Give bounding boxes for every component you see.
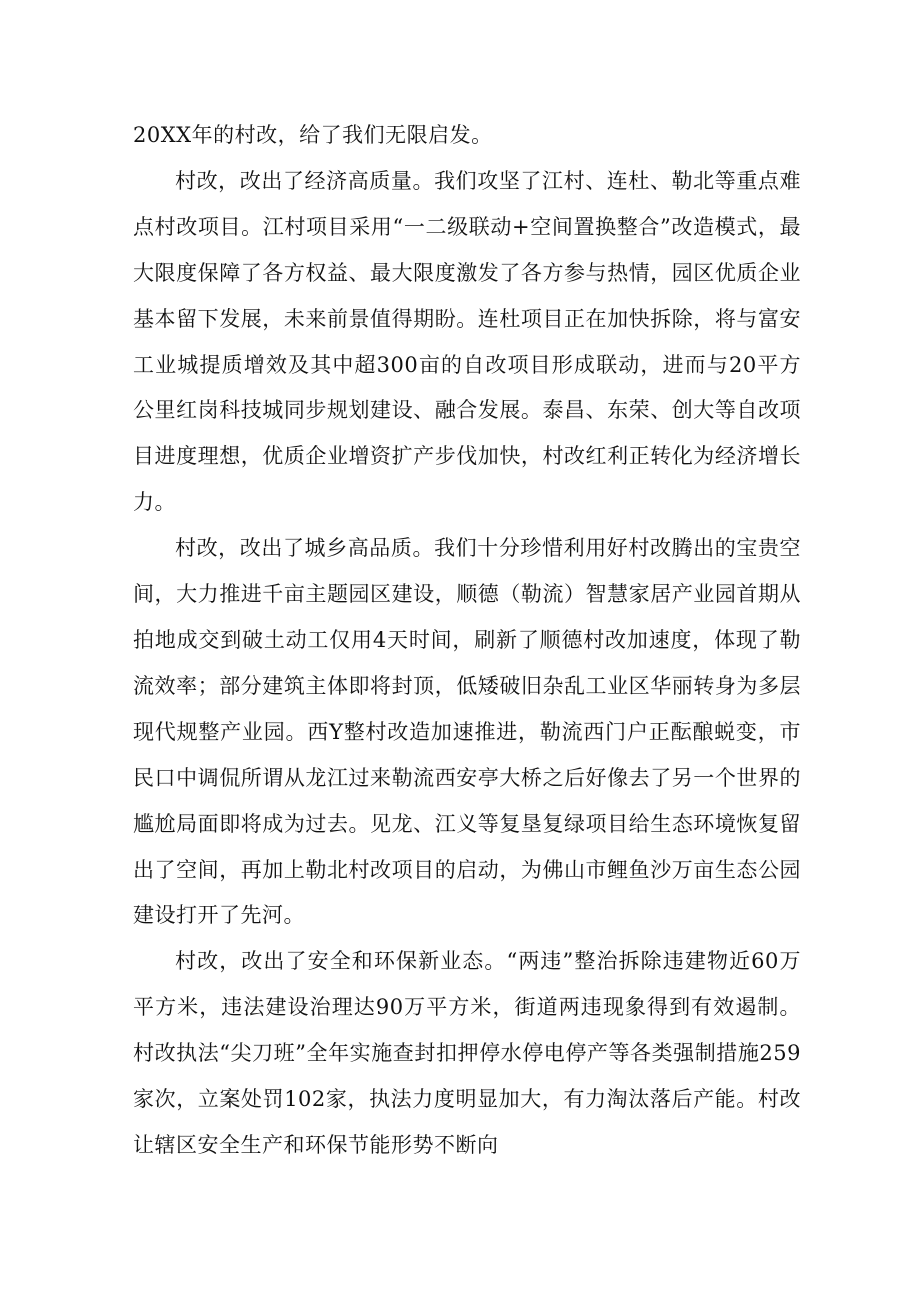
paragraph-safety-environment: 村改，改出了安全和环保新业态。“两违”整治拆除违建物近60万平方米，违法建设治理达90万平方米，街道两违现象得到有效遏制。村改执法“尖刀班”全年实施查封扣押停水停电停产等各类强制措施259家次，立案处罚102家，执法力度明显加大，有力淘汰落后产能。村改让辖区安全生产和环保节能形势不断向 <box>133 949 801 1157</box>
document-page <box>133 113 801 1169</box>
paragraph-urban-rural: 村改，改出了城乡高品质。我们十分珍惜利用好村改腾出的宝贵空间，大力推进千亩主题园区建设，顺德（勒流）智慧家居产业园首期从拍地成交到破土动工仅用4天时间，刷新了顺德村改加速度，体现了勒流效率；部分建筑主体即将封顶，低矮破旧杂乱工业区华丽转身为多层现代规整产业园。西Y整村改造加速推进，勒流西门户正酝酿蜕变，市民口中调侃所谓从龙江过来勒流西安亭大桥之后好像去了另一个世界的尴尬局面即将成为过去。见龙、江义等复垦复绿项目给生态环境恢复留出了空间，再加上勒北村改项目的启动，为佛山市鲤鱼沙万亩生态公园建设打开了先河。 <box>133 536 801 928</box>
paragraph-intro: 20XX年的村改，给了我们无限启发。 <box>133 123 493 147</box>
paragraph-economy: 村改，改出了经济高质量。我们攻坚了江村、连杜、勒北等重点难点村改项目。江村项目采用“一二级联动+空间置换整合”改造模式，最大限度保障了各方权益、最大限度激发了各方参与热情，园区优质企业基本留下发展，未来前景值得期盼。连杜项目正在加快拆除，将与富安工业城提质增效及其中超300亩的自改项目形成联动，进而与20平方公里红岗科技城同步规划建设、融合发展。泰昌、东荣、创大等自改项目进度理想，优质企业增资扩产步伐加快，村改红利正转化为经济增长力。 <box>133 168 801 515</box>
